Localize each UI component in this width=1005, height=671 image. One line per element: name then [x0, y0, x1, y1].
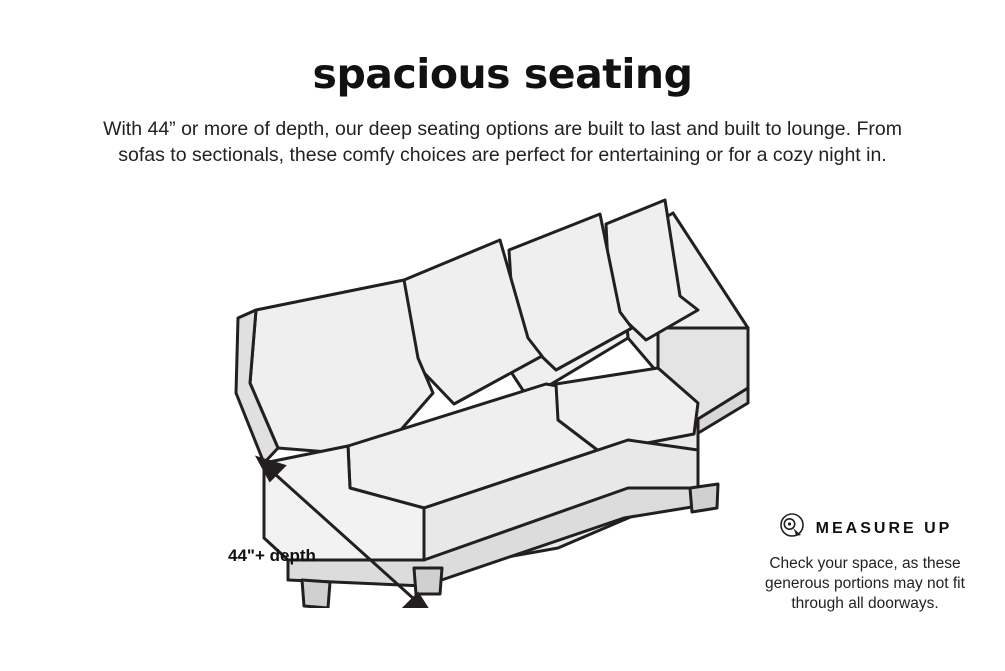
measure-up-title: MEASURE UP: [815, 519, 953, 537]
page-description: With 44” or more of depth, our deep seating options are built to last and built to lounge. From sofas to sectionals, these comfy choices are perfect for entertaining or for a cozy night in.: [103, 118, 902, 166]
depth-dimension-label: 44"+ depth: [228, 546, 316, 565]
measure-up-note: [740, 554, 990, 614]
measure-up-note-line-1: Check your space, as these: [769, 555, 961, 572]
measure-up-note-line-3: through all doorways.: [791, 595, 939, 612]
measure-up-callout: [740, 512, 990, 614]
tape-measure-icon: [778, 512, 806, 545]
sofa-illustration: [228, 188, 788, 608]
measure-up-note-line-2: generous portions may not fit: [765, 575, 965, 592]
page-title: spacious seating: [312, 50, 693, 98]
